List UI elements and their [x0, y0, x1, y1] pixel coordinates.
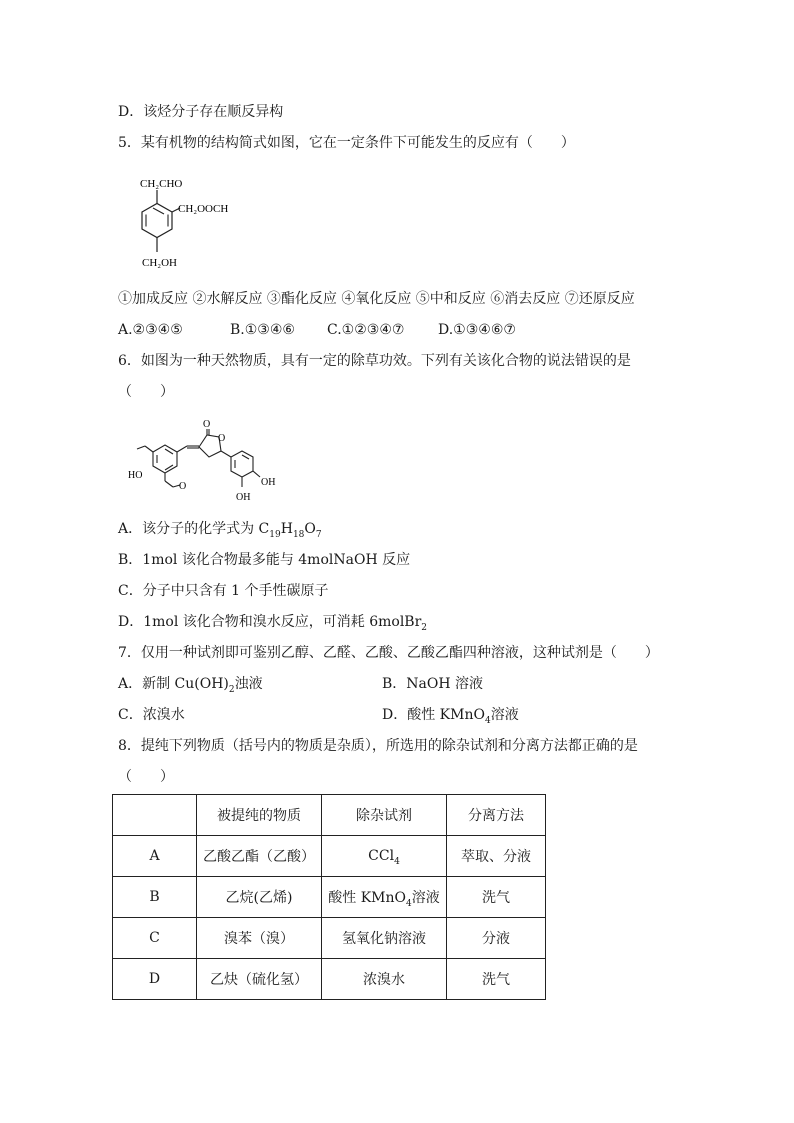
q6-answer-blank: （ ）: [118, 384, 174, 400]
row-substance: 乙酸乙酯（乙酸）: [197, 836, 322, 877]
table-header-row: [113, 795, 546, 836]
q6-stem: 6．如图为一种天然物质，具有一定的除草功效。下列有关该化合物的说法错误的是: [118, 353, 631, 369]
row-method: 洗气: [447, 959, 546, 1000]
q7-option-d: D．酸性 KMnO$_4$溶液: [382, 707, 519, 726]
table-row: [113, 959, 546, 1000]
right-benzene-ring: [231, 451, 253, 477]
q5-option-b: B.①③④⑥: [230, 322, 295, 338]
header-method: 分离方法: [447, 795, 546, 836]
row-option: C: [113, 918, 197, 959]
row-substance: 乙炔（硫化氢）: [197, 959, 322, 1000]
q6-option-a: A．该分子的化学式为 $C_{19}H_{18}O_7$: [118, 521, 322, 540]
methoxy-oxygen-bottom: O: [179, 481, 187, 492]
q7-option-a: A．新制 $Cu(OH)_2$浊液: [118, 676, 263, 695]
q6-option-d: D．1mol 该化合物和溴水反应，可消耗 6molBr$_2$: [118, 614, 428, 633]
q7-option-b: B．NaOH 溶液: [382, 676, 484, 692]
table-row: [113, 877, 546, 918]
q5-option-c: C.①②③④⑦: [327, 322, 405, 338]
row-reagent: 浓溴水: [322, 959, 447, 1000]
substituent-ch2oh: CH₂OH: [142, 257, 178, 269]
q5-option-d: D.①③④⑥⑦: [438, 322, 516, 338]
row-reagent: CCl$_4$: [322, 836, 447, 877]
header-reagent: 除杂试剂: [322, 795, 447, 836]
q5-stem: 5．某有机物的结构简式如图，它在一定条件下可能发生的反应有（ ）: [118, 135, 575, 151]
header-substance: 被提纯的物质: [197, 795, 322, 836]
row-option: D: [113, 959, 197, 1000]
q6-option-c: C．分子中只含有 1 个手性碳原子: [118, 583, 329, 599]
substituent-ch2cho: CH₂CHO: [140, 178, 183, 190]
table-row: [113, 918, 546, 959]
q6-option-b: B．1mol 该化合物最多能与 4molNaOH 反应: [118, 552, 411, 568]
table-row: [113, 836, 546, 877]
purification-table: [112, 794, 546, 1000]
q8-stem: 8．提纯下列物质（括号内的物质是杂质），所选用的除杂试剂和分离方法都正确的是: [118, 738, 638, 754]
q5-option-a: A.②③④⑤: [118, 322, 183, 338]
row-reagent: 酸性 KMnO$_4$溶液: [322, 877, 447, 918]
row-substance: 溴苯（溴）: [197, 918, 322, 959]
row-method: 萃取、分液: [447, 836, 546, 877]
q7-stem: 7．仅用一种试剂即可鉴别乙醇、乙醛、乙酸、乙酸乙酯四种溶液，这种试剂是（ ）: [118, 645, 659, 661]
ring-oxygen: O: [218, 433, 226, 444]
hydroxyl-bottom: OH: [236, 492, 251, 503]
row-method: 洗气: [447, 877, 546, 918]
row-option: B: [113, 877, 197, 918]
hydroxyl-right: OH: [261, 477, 276, 488]
q7-option-c: C．浓溴水: [118, 707, 185, 723]
q4-option-d: D．该烃分子存在顺反异构: [118, 104, 284, 120]
q6-structure: [118, 415, 298, 510]
row-method: 分液: [447, 918, 546, 959]
substituent-ch2ooch: CH₂OOCH: [178, 203, 229, 215]
hydroxyl-left: HO: [128, 470, 143, 481]
q5-reaction-list: ①加成反应 ②水解反应 ③酯化反应 ④氧化反应 ⑤中和反应 ⑥消去反应 ⑦还原反应: [118, 291, 635, 307]
q5-structure: [118, 170, 258, 280]
row-substance: 乙烷(乙烯): [197, 877, 322, 918]
row-reagent: 氢氧化钠溶液: [322, 918, 447, 959]
header-cell-empty: [113, 795, 197, 836]
carbonyl-oxygen: O: [203, 419, 211, 430]
q8-answer-blank: （ ）: [118, 769, 174, 785]
row-option: A: [113, 836, 197, 877]
